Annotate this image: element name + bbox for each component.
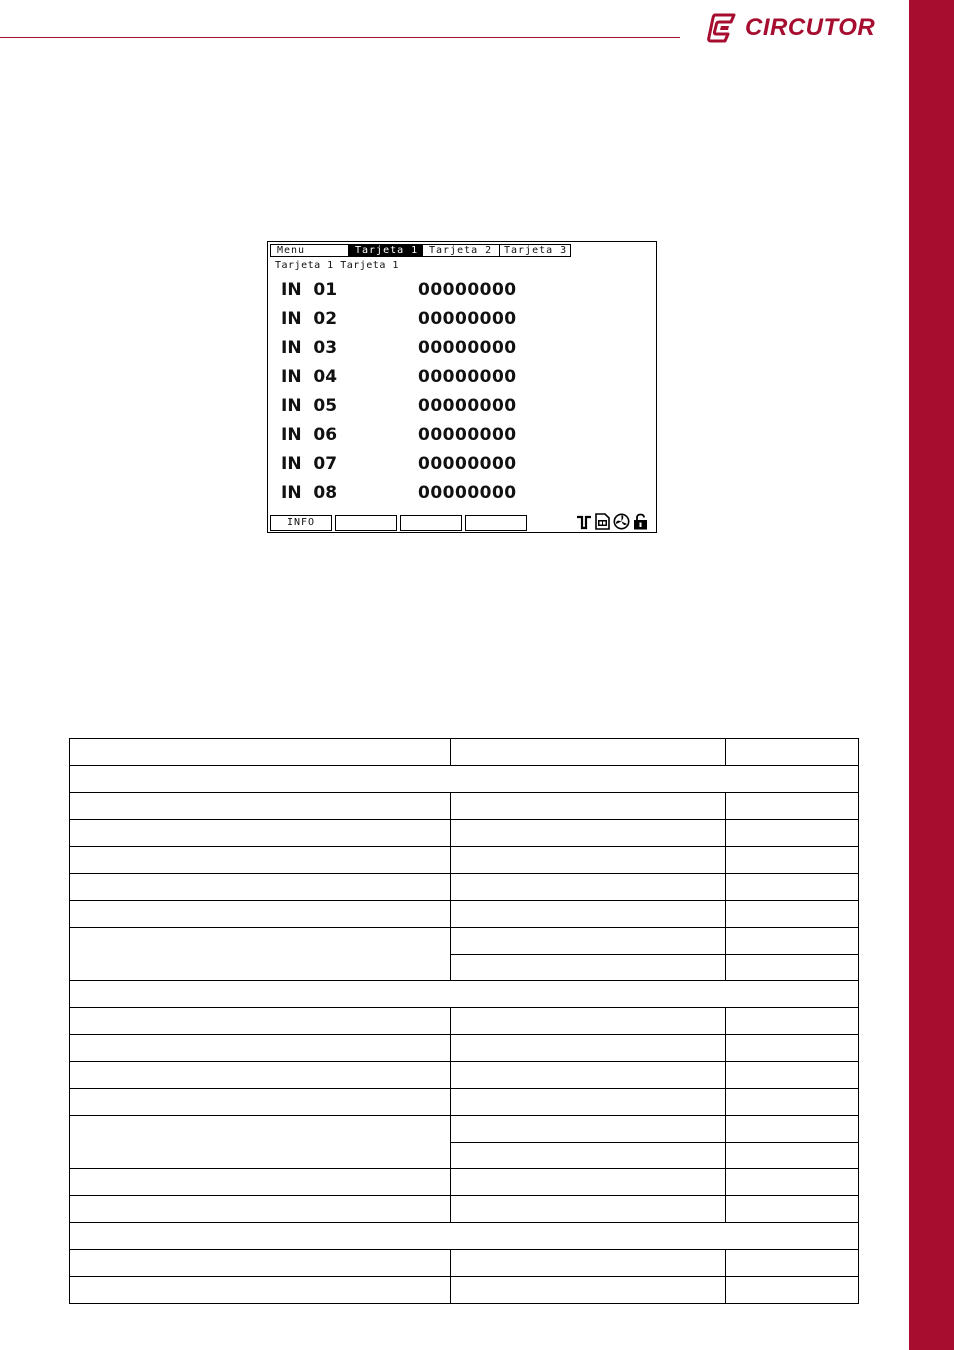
table-cell [451,928,726,955]
spec-table [69,738,859,1304]
table-cell [451,874,726,901]
table-cell [70,1169,451,1196]
softkey-2[interactable] [335,515,397,531]
unlocked-padlock-icon [633,513,648,530]
table-row [70,1035,859,1062]
softkey-3[interactable] [400,515,462,531]
table-cell [70,739,451,766]
table-cell [451,739,726,766]
table-row [70,901,859,928]
table-row [70,793,859,820]
input-label: IN 01 [281,279,338,300]
table-row [70,1008,859,1035]
table-cell [726,1035,859,1062]
lcd-input-row [281,362,581,391]
table-cell [70,1035,451,1062]
lcd-status-icons [576,513,648,530]
table-cell [726,847,859,874]
input-label: IN 02 [281,308,338,329]
table-row [70,1250,859,1277]
input-counter-value: 00000000 [418,453,517,474]
lcd-subtitle: Tarjeta 1 Tarjeta 1 [275,260,399,271]
table-cell [726,1062,859,1089]
table-cell [726,955,859,981]
table-cell [451,847,726,874]
table-cell [70,901,451,928]
table-cell [451,1277,726,1304]
circutor-logo-icon [707,12,739,44]
input-label: IN 07 [281,453,338,474]
table-section-row [70,981,859,1008]
table-cell [726,928,859,955]
table-row [70,1169,859,1196]
table-row [70,847,859,874]
table-cell [726,1169,859,1196]
input-counter-value: 00000000 [418,337,517,358]
input-label: IN 04 [281,366,338,387]
side-color-band [909,0,954,1350]
table-cell [726,1089,859,1116]
input-label: IN 03 [281,337,338,358]
table-cell [70,847,451,874]
table-section-cell [70,766,859,793]
softkey-info[interactable]: INFO [270,515,332,531]
table-cell [70,874,451,901]
table-cell [70,928,451,981]
table-cell [451,955,726,981]
table-cell [451,1250,726,1277]
table-section-cell [70,1223,859,1250]
table-cell [451,1116,726,1143]
lcd-tab-menu[interactable]: Menu [271,245,349,256]
table-row [70,739,859,766]
table-cell [451,1035,726,1062]
brand-name: CIRCUTOR [745,14,876,41]
fan-icon [613,513,630,530]
input-label: IN 05 [281,395,338,416]
table-cell [726,1008,859,1035]
table-cell [726,1143,859,1169]
table-cell [70,1062,451,1089]
lcd-input-row [281,478,581,507]
table-cell [726,901,859,928]
table-cell [451,1008,726,1035]
input-label: IN 08 [281,482,338,503]
table-row [70,1062,859,1089]
table-cell [451,1089,726,1116]
lcd-input-row [281,275,581,304]
table-cell [70,1196,451,1223]
table-row [70,820,859,847]
table-row [70,1089,859,1116]
lcd-input-row [281,391,581,420]
table-cell [70,1089,451,1116]
table-cell [451,820,726,847]
table-row [70,1196,859,1223]
lcd-softkey-bar [270,515,527,531]
input-label: IN 06 [281,424,338,445]
table-row [70,874,859,901]
table-cell [726,1250,859,1277]
table-section-row [70,1223,859,1250]
table-cell [726,820,859,847]
lcd-menubar [270,244,571,257]
lcd-input-row [281,449,581,478]
brand-logo [707,10,887,46]
table-cell [726,1277,859,1304]
sd-card-icon [595,513,610,530]
table-cell [726,1196,859,1223]
table-cell [726,1116,859,1143]
lcd-input-row [281,333,581,362]
table-row [70,928,859,955]
lcd-input-list [281,275,581,507]
input-counter-value: 00000000 [418,482,517,503]
lcd-input-row [281,304,581,333]
table-cell [70,1008,451,1035]
table-section-row [70,766,859,793]
input-counter-value: 00000000 [418,424,517,445]
table-cell [451,1143,726,1169]
lcd-input-row [281,420,581,449]
input-counter-value: 00000000 [418,366,517,387]
table-cell [451,1196,726,1223]
device-lcd-screen [267,241,657,533]
header-rule [0,37,680,38]
lcd-tab-tarjeta-2[interactable]: Tarjeta 2 [429,245,493,256]
table-cell [451,1169,726,1196]
table-cell [70,1116,451,1169]
lcd-tab-tarjeta-3[interactable]: Tarjeta 3 [499,245,570,256]
input-counter-value: 00000000 [418,279,517,300]
softkey-4[interactable] [465,515,527,531]
pulse-signal-icon [576,514,592,530]
table-row [70,1116,859,1143]
table-cell [726,739,859,766]
table-cell [451,793,726,820]
table-cell [726,793,859,820]
table-cell [726,874,859,901]
table-cell [70,793,451,820]
lcd-tab-tarjeta-1[interactable]: Tarjeta 1 [349,245,423,256]
table-cell [451,901,726,928]
input-counter-value: 00000000 [418,395,517,416]
table-row [70,1277,859,1304]
table-cell [70,1250,451,1277]
table-cell [451,1062,726,1089]
table-cell [70,820,451,847]
table-section-cell [70,981,859,1008]
table-cell [70,1277,451,1304]
input-counter-value: 00000000 [418,308,517,329]
